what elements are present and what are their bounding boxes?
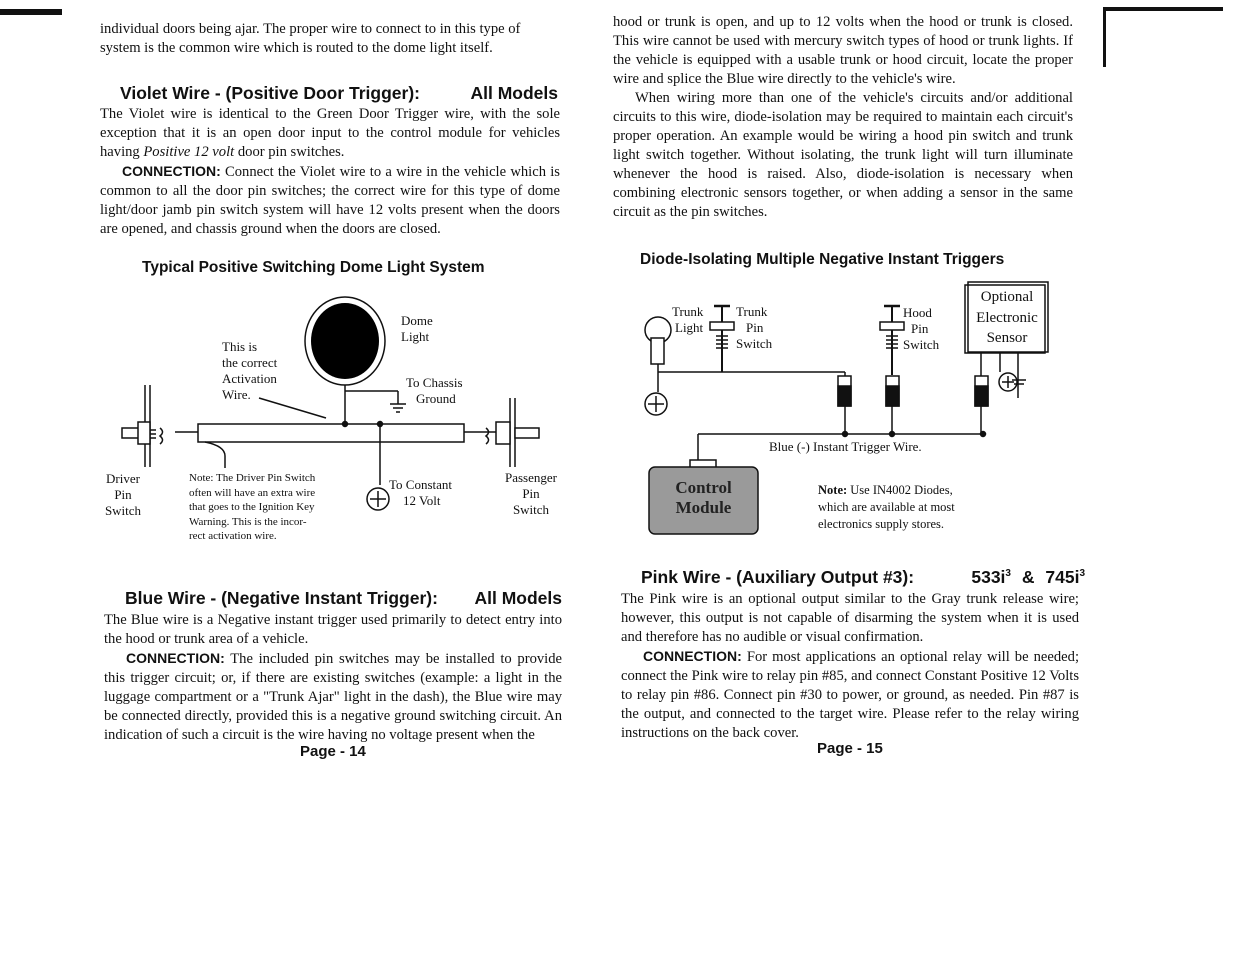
activation-label: This is the correct Activation Wire. <box>222 339 278 402</box>
right-paragraph-2: When wiring more than one of the vehicle's circuits and/or additional circuits to this wire, diode-isolation may be required to maintain each circuit's proper operation. An example would be wiring a hood pin switch and trunk light switch together. Without isolating, the trunk light will turn illuminate whenever the hood is raised. Also, diode-isolation is necessary when combining electronic sensors together, or when adding a sensor in the same circuit as the pin switches. <box>613 90 1073 220</box>
violet-paragraph-end: door pin switches. <box>237 144 345 160</box>
driver-note: Note: The Driver Pin Switch often will have an extra wire that goes to the Ignition Key Warning. This is the incor- rect activation wire. <box>189 472 316 542</box>
trunk-light-label: Trunk Light <box>672 304 704 335</box>
pink-paragraph: The Pink wire is an optional output similar to the Gray trunk release wire; however, this output is not capable of disarming the system when it is used and therefore has no audible or visual confirmation. <box>621 591 1079 645</box>
pink-connection-label: CONNECTION: <box>643 648 742 664</box>
blue-heading-text: Blue Wire - (Negative Instant Trigger): <box>125 588 438 608</box>
violet-connection-label: CONNECTION: <box>122 163 221 179</box>
pink-heading <box>641 567 1085 588</box>
blue-connection-label: CONNECTION: <box>126 650 225 666</box>
violet-italic: Positive 12 volt <box>143 144 235 160</box>
diode-note: Note: Use IN4002 Diodes, which are available at most electronics supply stores. <box>818 483 955 531</box>
blue-models: All Models <box>474 588 562 608</box>
hood-pin-label: Hood Pin Switch <box>903 305 940 352</box>
driver-switch-label: Driver Pin Switch <box>104 471 142 518</box>
pink-heading-text: Pink Wire - (Auxiliary Output #3): <box>641 567 915 587</box>
trunk-pin-label: Trunk Pin Switch <box>736 304 773 351</box>
dome-light-label: Dome Light <box>401 313 433 344</box>
violet-connection-text: Connect the Violet wire to a wire in the vehicle which is common to all the door pin switches; the correct wire for this type of dome light/door jamb pin switch system will have 12 volts present when the doors are opened, and chassis ground when the doors are closed. <box>100 164 560 237</box>
chassis-ground-label: To Chassis Ground <box>406 375 463 406</box>
blue-paragraph: The Blue wire is a Negative instant trigger used primarily to detect entry into the hood or trunk area of a vehicle. <box>104 612 562 647</box>
violet-heading-text: Violet Wire - (Positive Door Trigger): <box>120 83 420 103</box>
diagram2-title: Diode-Isolating Multiple Negative Instant Triggers <box>640 251 1005 268</box>
diagram1-title: Typical Positive Switching Dome Light System <box>142 259 485 276</box>
page-number-right: Page - 15 <box>817 740 883 757</box>
intro-line-1: individual doors being ajar. The proper wire to connect to in this type of <box>100 21 521 37</box>
sensor-label: Optional Electronic Sensor <box>976 289 1038 346</box>
pink-connection-text: For most applications an optional relay will be needed; connect the Pink wire to relay pin #85, and connect Constant Positive 12 Volts to relay pin #86. Connect pin #30 to power, or ground, as needed. Pin #87 is the output, and connected to the target wire. Please refer to the relay wiring instructions on the back cover. <box>621 649 1079 741</box>
pink-body <box>621 590 1079 743</box>
diode-note-label: Note: <box>818 483 848 497</box>
violet-paragraph: The Violet wire is identical to the Green Door Trigger wire, with the sole exception that it is an open door input to the control module for vehicles having <box>100 106 560 160</box>
control-module-label: Control Module <box>675 478 732 517</box>
page-number-left: Page - 14 <box>300 743 366 760</box>
pink-models: $533i^3$ & $745i^3$ <box>971 567 1085 587</box>
right-paragraph-1: hood or trunk is open, and up to 12 volts when the hood or trunk is closed. This wire cannot be used with mercury switch types of hood or trunk lights. If the vehicle is equipped with a usable trunk or hood circuit, locate the proper wire and splice the Blue wire directly to the vehicle's wire. <box>613 14 1073 87</box>
intro-line-2: system is the common wire which is routed to the dome light itself. <box>100 40 493 56</box>
blue-wire-label: Blue (-) Instant Trigger Wire. <box>769 439 922 454</box>
constant-12v-label: To Constant 12 Volt <box>389 477 453 508</box>
blue-connection-text: The included pin switches may be installed to provide this trigger circuit; or, if there are existing switches (example: a light in the luggage compartment or a "Trunk Ajar" light in the dash), the Blue wire may be connected directly, provided this is a negative ground switching circuit. An indication of such a circuit is the wire having no voltage present when the <box>104 651 563 743</box>
violet-models: All Models <box>470 83 558 103</box>
passenger-switch-label: Passenger Pin Switch <box>505 470 557 517</box>
